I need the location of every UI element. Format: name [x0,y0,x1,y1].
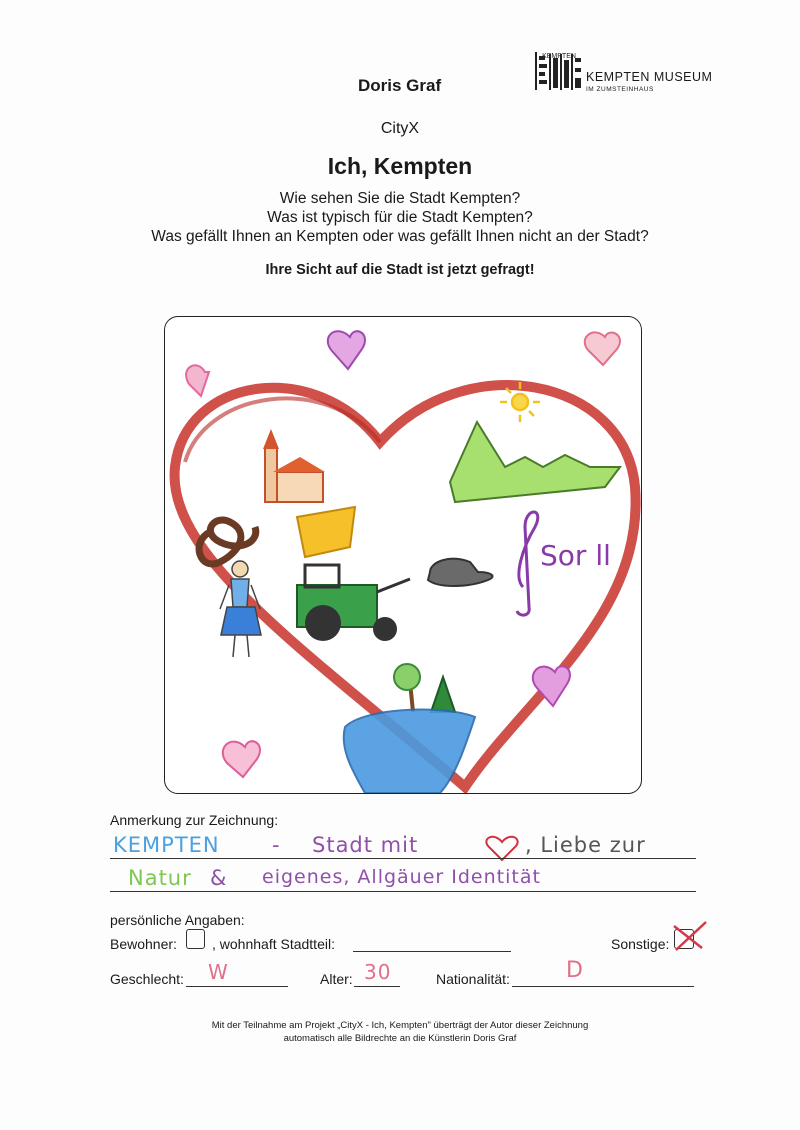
callout-text: Ihre Sicht auf die Stadt ist jetzt gefragt! [265,262,535,278]
alter-label: Alter: [320,971,353,987]
nationalitaet-value: D [566,958,584,983]
geschlecht-label: Geschlecht: [110,971,184,987]
alter-field[interactable] [354,986,400,987]
nationalitaet-field[interactable] [512,986,694,987]
question-2: Was ist typisch für die Stadt Kempten? [267,209,533,226]
tree-leafy-icon [394,664,420,712]
anmerkung-dash: - [272,833,281,857]
small-heart-pink-3 [223,741,260,777]
footer-line-2: automatisch alle Bildrechte an die Künstlerin Doris Graf [283,1033,517,1044]
stadtteil-field[interactable] [353,951,511,952]
anmerkung-word-natur: Natur [128,866,192,890]
question-1: Wie sehen Sie die Stadt Kempten? [279,190,521,207]
treble-clef-icon [517,512,538,615]
persoenliche-angaben-label: persönliche Angaben: [110,912,245,928]
footer-line-1: Mit der Teilnahme am Projekt „CityX - Ich, Kempten" überträgt der Autor dieser Zeichnung [211,1020,589,1031]
mountains [450,422,620,502]
logo-mark-text: KEMPTEN [542,53,576,60]
anmerkung-ampersand: & [210,866,228,890]
tractor-icon [297,565,410,641]
logo-title: KEMPTEN MUSEUM [586,70,713,84]
geschlecht-value: W [208,960,229,984]
small-heart-pink-2 [585,332,620,365]
anmerkung-label: Anmerkung zur Zeichnung: [110,812,279,828]
bewohner-label: Bewohner: [110,936,177,952]
small-heart-pink-1 [186,365,209,396]
nationalitaet-label: Nationalität: [436,971,510,987]
small-heart-purple-1 [328,331,365,369]
sonstige-label: Sonstige: [611,936,670,952]
geschlecht-field[interactable] [186,986,288,987]
anmerkung-word-identitaet: eigenes, Allgäuer Identität [262,866,541,888]
alter-value: 30 [364,960,392,984]
anmerkung-line-1 [110,858,696,859]
anmerkung-word-liebe: , Liebe zur [525,833,646,857]
music-text: Sor ll [540,539,611,572]
church-icon [263,429,325,502]
cheese-icon [297,507,355,557]
hat-icon [428,559,493,586]
checkmark-x-icon [668,918,712,954]
wohnhaft-label: , wohnhaft Stadtteil: [212,936,335,952]
child-drawing [165,317,641,793]
bewohner-checkbox[interactable] [186,929,205,949]
anmerkung-word-kempten: KEMPTEN [113,833,220,857]
anmerkung-word-stadt: Stadt mit [312,833,419,857]
page-title: Ich, Kempten [327,153,473,179]
author-name: Doris Graf [358,76,442,95]
logo-subtitle: IM ZUMSTEINHAUS [586,86,654,93]
project-name: CityX [380,120,420,137]
drawing-frame [164,316,642,794]
anmerkung-line-2 [110,891,696,892]
tree-fir-icon [431,677,455,712]
kempten-museum-logo [533,50,585,97]
question-3: Was gefällt Ihnen an Kempten oder was gefällt Ihnen nicht an der Stadt? [151,228,649,245]
